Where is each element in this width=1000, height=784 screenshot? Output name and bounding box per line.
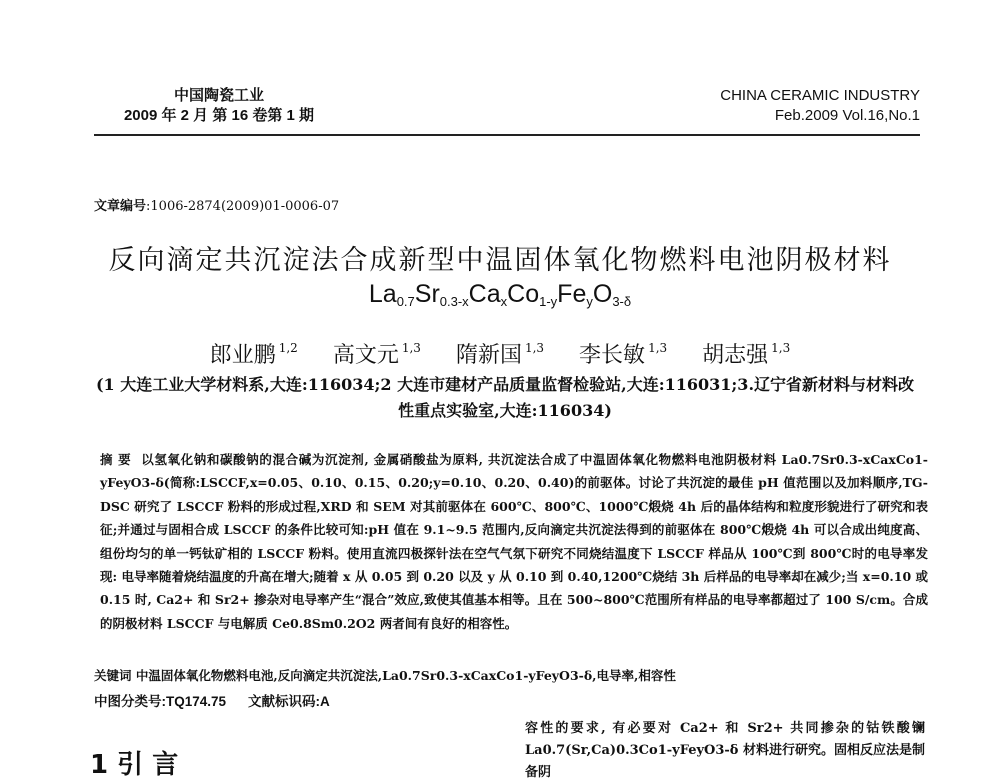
author-name: 高文元 (332, 343, 399, 368)
paper-title: 反向滴定共沉淀法合成新型中温固体氧化物燃料电池阴极材料 (108, 245, 892, 276)
author-name: 郎业鹏 (209, 343, 276, 368)
journal-name-en: CHINA CERAMIC INDUSTRY (720, 87, 920, 104)
issue-info-cn: 2009 年 2 月 第 16 卷第 1 期 (123, 107, 315, 124)
article-number (94, 195, 339, 214)
journal-name-cn: 中国陶瓷工业 (173, 87, 264, 104)
abstract-label: 摘 要 (100, 452, 132, 467)
author-affiliation-mark: 1,2 (278, 341, 298, 355)
section-heading-introduction: 1 引 言 (90, 750, 179, 780)
author-name: 胡志强 (702, 343, 769, 368)
author-affiliation-mark: 1,3 (771, 341, 791, 355)
abstract (100, 448, 928, 635)
keywords-label: 关键词 (94, 668, 132, 683)
keywords-text: 中温固体氧化物燃料电池,反向滴定共沉淀法,La0.7Sr0.3-xCaxCo1-yFeyO3-δ,电导率,相容性 (131, 668, 676, 683)
author (210, 343, 298, 368)
author (579, 343, 667, 368)
clc-number: 中图分类号:TQ174.75 (94, 694, 227, 709)
author-affiliation-mark: 1,3 (401, 341, 421, 355)
author-name: 李长敏 (579, 343, 646, 368)
keywords (94, 666, 924, 684)
author-list (0, 338, 1000, 369)
abstract-text: 以氢氧化钠和碳酸钠的混合碱为沉淀剂, 金属硝酸盐为原料, 共沉淀法合成了中温固体氧化物燃料电池阴极材料 La0.7Sr0.3-xCaxCo1-yFeyO3-δ(简称:LSCCF,x=0.05、0.10、0.15、0.20;y=0.10、0.20、0.40)的前驱体。讨论了共沉淀的最佳 pH 值范围以及加料顺序,TG-DSC 研究了 LSCCF 粉料的形成过程,XRD 和 SEM 对其前驱体在 600℃、800℃、1000℃煅烧 4h 后的晶体结构和粒度形貌进行了研究和表征;并通过与固相合成 LSCCF 的条件比较可知:pH 值在 9.1~9.5 范围内,反向滴定共沉淀法得到的前驱体在 800℃煅烧 4h 可以合成出纯度高、组份均匀的单一钙钛矿相的 LSCCF 粉料。使用直流四极探针法在空气气氛下研究不同烧结温度下 LSCCF 样品从 100℃到 800℃时的电导率发现: 电导率随着烧结温度的升高在增大;随着 x 从 0.05 到 0.20 以及 y 从 0.10 到 0.40,1200℃烧结 3h 后样品的电导率却在减少;当 x=0.10 或 0.15 时, Ca2+ 和 Sr2+ 掺杂对电导率产生“混合”效应,致使其值基本相等。且在 500~800℃范围所有样品的电导率都超过了 100 S/cm。合成的阴极材料 LSCCF 与电解质 Ce0.8Sm0.2O2 两者间有良好的相容性。 (100, 452, 928, 631)
title-formula: $La_{0.7}Sr_{0.3-x}Ca_xCo_{1-y}Fe_yO_{3-\delta}$ (368, 280, 632, 309)
author-affiliation-mark: 1,3 (648, 341, 668, 355)
article-number-value: :1006-2874(2009)01-0006-07 (146, 199, 340, 214)
body-text-right-column: 容性的要求, 有必要对 Ca2+ 和 Sr2+ 共同掺杂的钴铁酸镧 La0.7(Sr,Ca)0.3Co1-yFeyO3-δ 材料进行研究。固相反应法是制备阴 (525, 721, 926, 780)
author (456, 343, 544, 368)
journal-header-cn (94, 86, 344, 126)
author (702, 343, 790, 368)
author-name: 隋新国 (455, 343, 522, 368)
document-code: 文献标识码:A (248, 694, 330, 709)
classification (94, 690, 330, 710)
issue-info-en: Feb.2009 Vol.16,No.1 (774, 107, 920, 124)
journal-header-en (720, 86, 920, 126)
article-number-label: 文章编号 (94, 199, 147, 214)
header-rule (94, 134, 920, 136)
affiliations: (1 大连工业大学材料系,大连:116034;2 大连市建材产品质量监督检验站,大连:116031;3.辽宁省新材料与材料改性重点实验室,大连:116034) (95, 375, 915, 420)
author-affiliation-mark: 1,3 (524, 341, 545, 355)
author (333, 343, 421, 368)
